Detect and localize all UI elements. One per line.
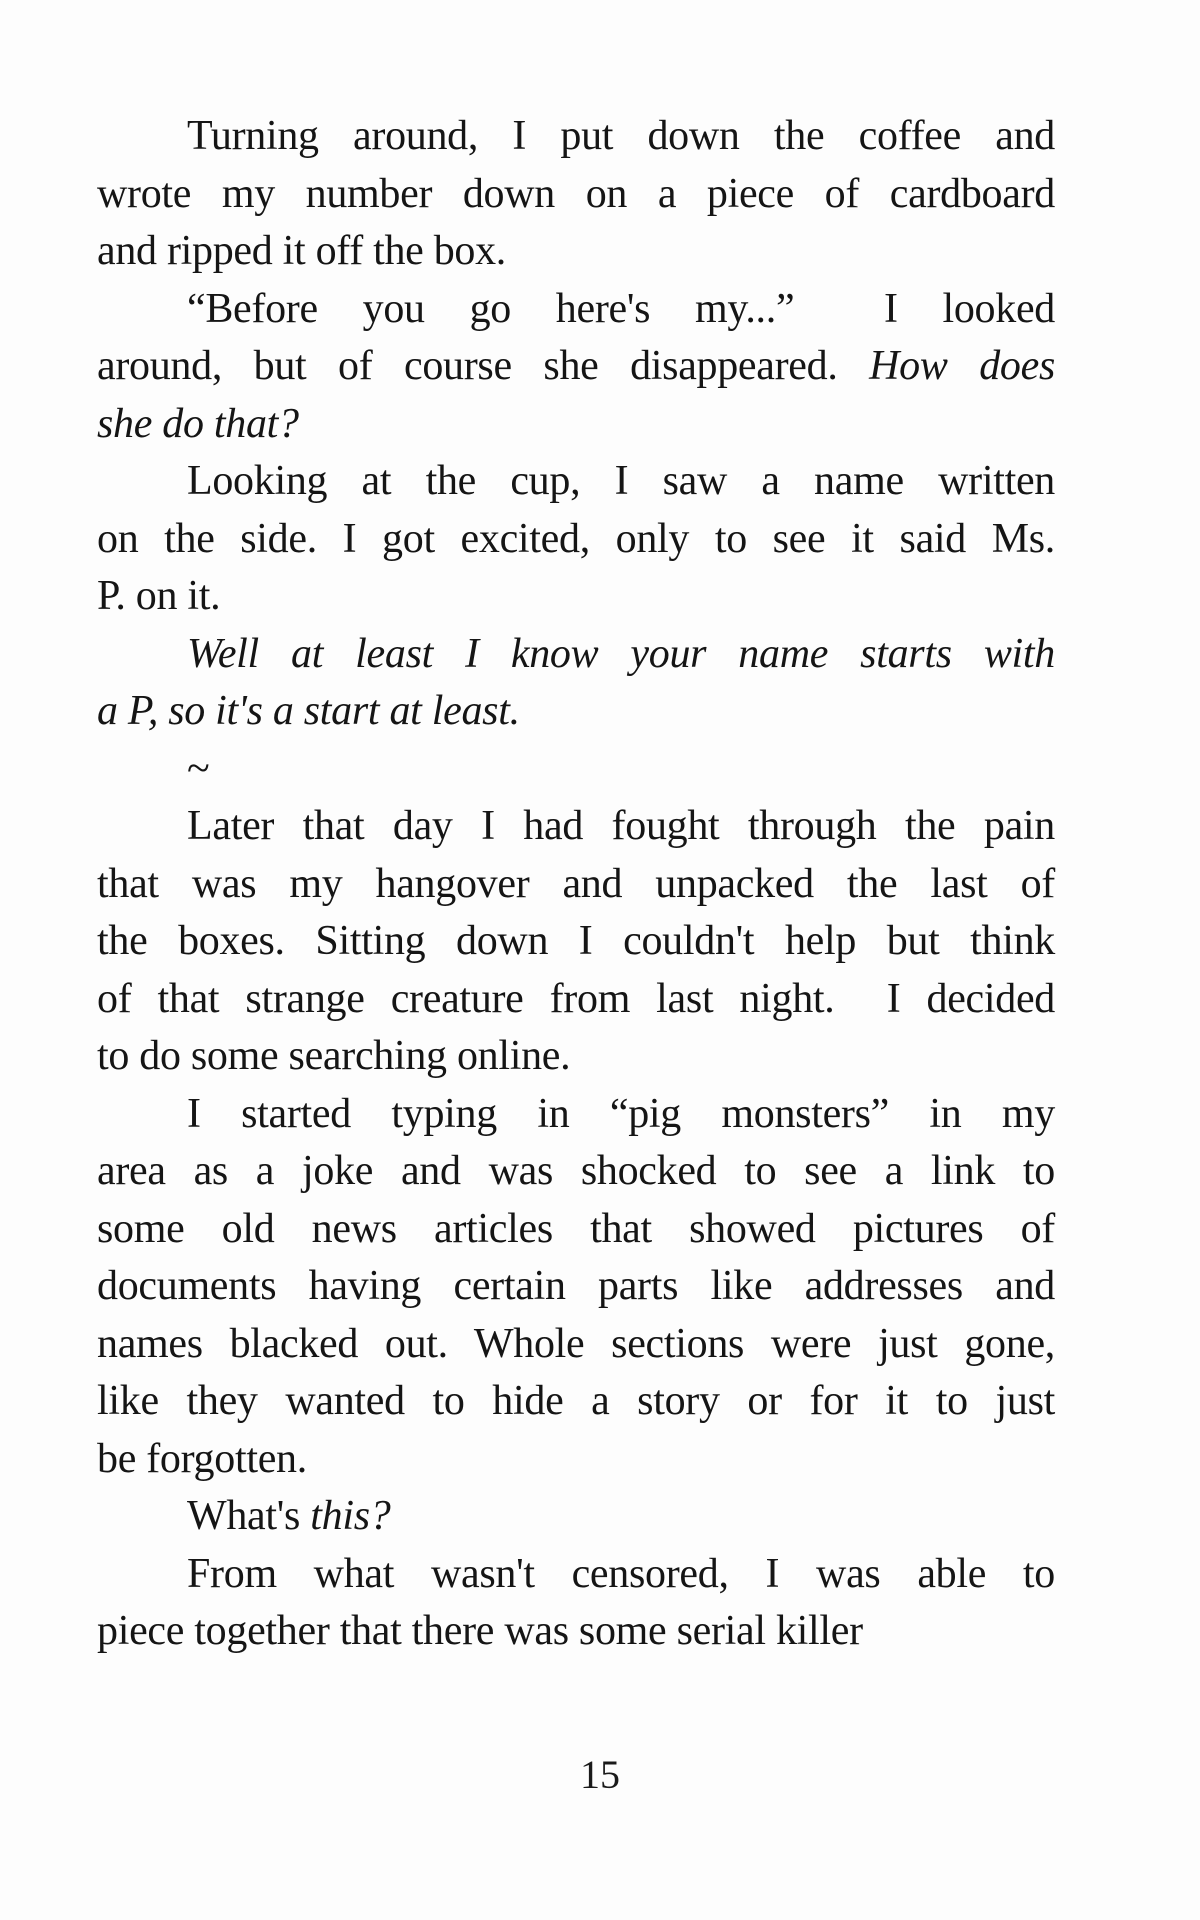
text-line — [97, 108, 1055, 166]
text-line — [97, 453, 1055, 511]
text-line — [97, 1028, 1055, 1086]
scene-break-tilde — [97, 741, 1055, 799]
text-line — [97, 798, 1055, 856]
line-text-italic: How does — [869, 343, 1055, 389]
line-text: like they wanted to hide a story or for it to just — [97, 1378, 1055, 1424]
text-line — [97, 396, 1055, 454]
text-line — [97, 568, 1055, 626]
line-text: Later that day I had fought through the pain — [187, 803, 1055, 849]
line-text: area as a joke and was shocked to see a link to — [97, 1148, 1055, 1194]
line-text: and ripped it off the box. — [97, 228, 507, 274]
page-number: 15 — [580, 1752, 620, 1797]
line-text: names blacked out. Whole sections were just gone, — [97, 1320, 1055, 1367]
line-text: of that strange creature from last night. I decided — [97, 975, 1055, 1022]
line-text: P. on it. — [97, 573, 221, 619]
line-text: that was my hangover and unpacked the last of — [97, 860, 1055, 907]
text-line — [97, 1546, 1055, 1604]
line-text: some old news articles that showed pictures of — [97, 1205, 1055, 1252]
text-line — [97, 683, 1055, 741]
text-line — [97, 281, 1055, 339]
line-text-italic: Well at least I know your name starts with — [187, 630, 1055, 677]
text-line — [97, 338, 1055, 396]
line-text: I started typing in “pig monsters” in my — [187, 1090, 1055, 1137]
text-line — [97, 1316, 1055, 1374]
line-text: What's — [187, 1493, 311, 1539]
text-line — [97, 856, 1055, 914]
text-line — [97, 1488, 1055, 1546]
text-line — [97, 511, 1055, 569]
line-text: Turning around, I put down the coffee and — [187, 113, 1055, 159]
line-text: ~ — [187, 745, 210, 792]
line-text: be forgotten. — [97, 1435, 307, 1482]
line-text: documents having certain parts like addresses and — [97, 1263, 1055, 1309]
line-text: to do some searching online. — [97, 1033, 571, 1079]
line-text: wrote my number down on a piece of cardboard — [97, 170, 1055, 217]
text-line — [97, 1431, 1055, 1489]
text-line — [97, 1373, 1055, 1431]
text-line — [97, 1143, 1055, 1201]
text-line — [97, 223, 1055, 281]
text-line — [97, 1086, 1055, 1144]
text-line — [97, 1258, 1055, 1316]
line-text-italic: a P, so it's a start at least. — [97, 688, 520, 734]
line-text: piece together that there was some serial killer — [97, 1608, 863, 1654]
body-text — [97, 108, 1055, 1661]
line-text-italic: this? — [310, 1493, 391, 1539]
line-text: around, but of course she disappeared. — [97, 343, 870, 389]
line-text: Looking at the cup, I saw a name written — [187, 458, 1055, 504]
line-text: on the side. I got excited, only to see it said Ms. — [97, 515, 1055, 562]
line-text: “Before you go here's my...” I looked — [187, 285, 1055, 332]
text-line — [97, 1603, 1055, 1661]
line-text-italic: she do that? — [97, 400, 299, 447]
text-line — [97, 913, 1055, 971]
line-text: From what wasn't censored, I was able to — [187, 1550, 1055, 1597]
text-line — [97, 626, 1055, 684]
line-text: the boxes. Sitting down I couldn't help but think — [97, 918, 1055, 964]
text-line — [97, 166, 1055, 224]
text-line — [97, 971, 1055, 1029]
text-line — [97, 1201, 1055, 1259]
